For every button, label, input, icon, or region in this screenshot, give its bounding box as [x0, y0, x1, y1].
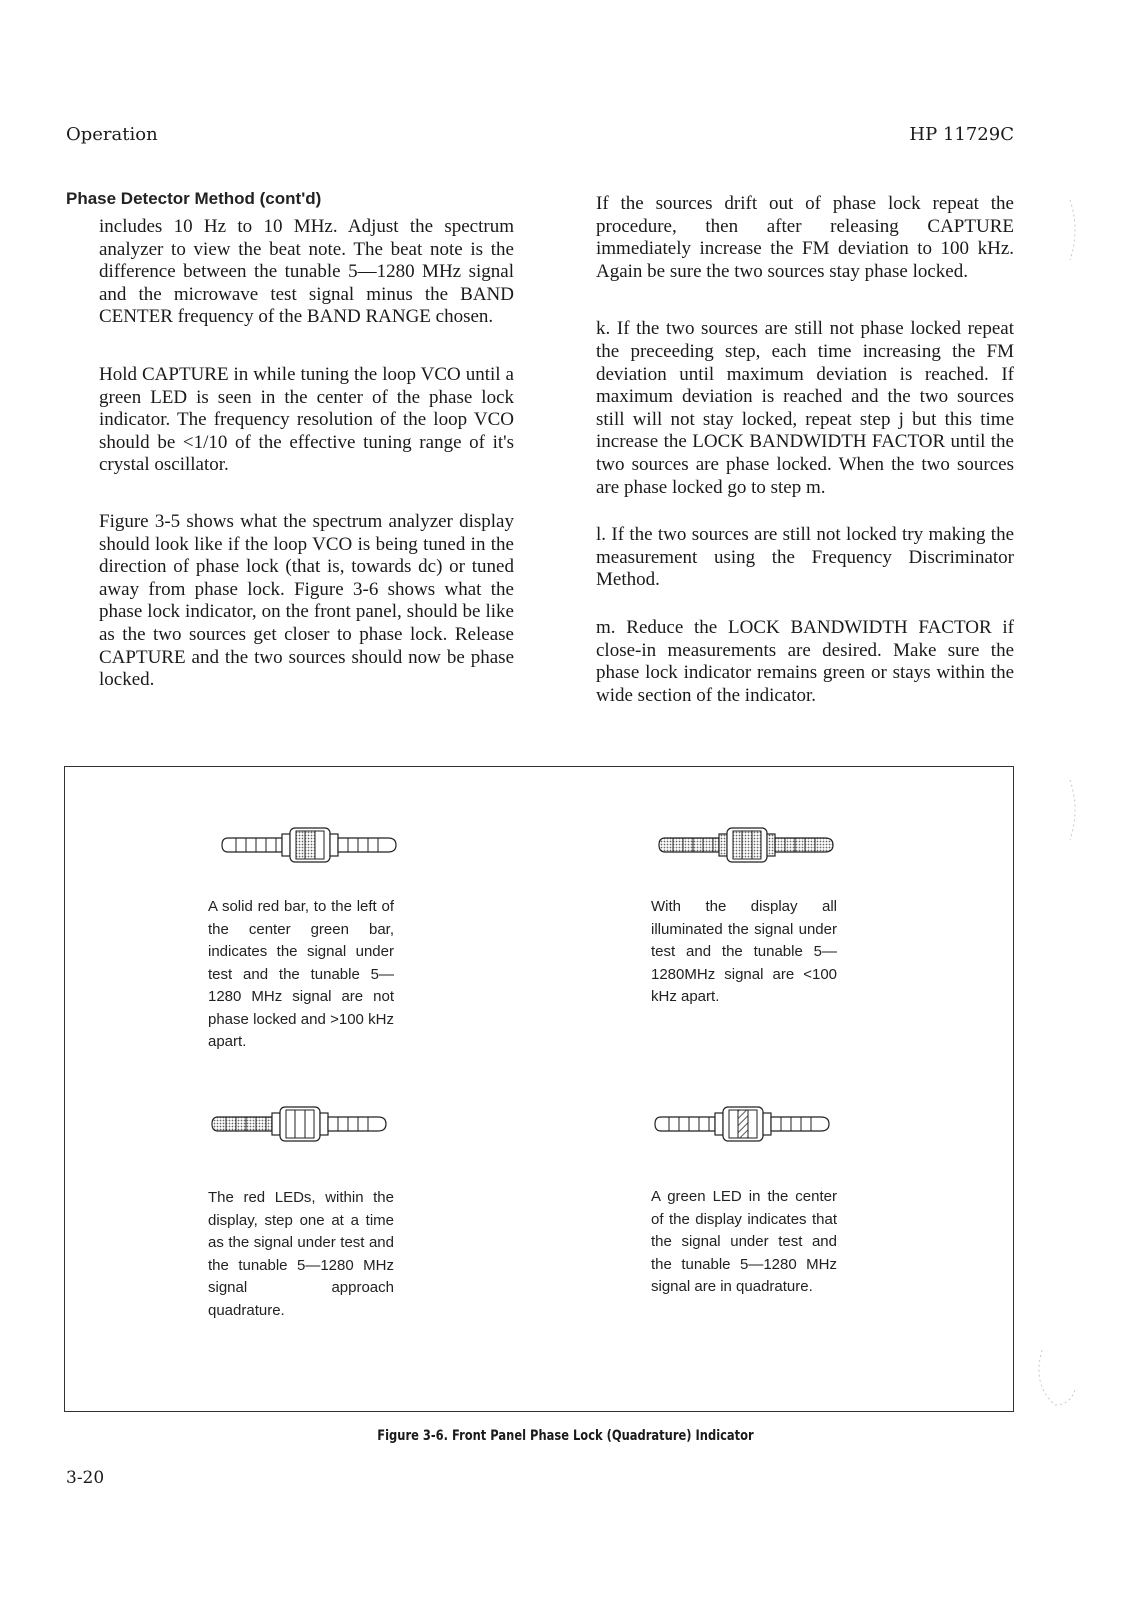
binder-hole-mark — [1040, 195, 1080, 265]
figure-panel-caption: A green LED in the center of the display indicates that the signal under test and the tunable 5—1280 MHz signal are in quadrature. — [651, 1188, 837, 1295]
paragraph: If the sources drift out of phase lock repeat the procedure, then after releasing CAPTURE immediately increase the FM deviation to 100 kHz. Again be sure the two sources stay phase locked. — [596, 193, 1014, 282]
paragraph: m. Reduce the LOCK BANDWIDTH FACTOR if close-in measurements are desired. Make sure the phase lock indicator remains green or stays within the wide section of the indicator. — [596, 616, 1014, 706]
binder-hole-mark — [1040, 775, 1080, 845]
paragraph: Figure 3-5 shows what the spectrum analyzer display should look like if the loop VCO is being tuned in the direction of phase lock (that is, towards dc) or tuned away from phase lock. Figure 3-6 shows what the phase lock indicator, on the front panel, should be like as the two sources get closer to phase lock. Release CAPTURE and the two sources should now be phase locked. — [99, 510, 514, 691]
page-number: 3-20 — [66, 1468, 105, 1488]
running-header-left: Operation — [66, 124, 158, 145]
figure-caption: Figure 3-6. Front Panel Phase Lock (Quadrature) Indicator — [377, 1428, 754, 1444]
figure-box — [64, 766, 1014, 1412]
figure-panel-caption: A solid red bar, to the left of the center green bar, indicates the signal under test and the tunable 5—1280 MHz signal are not phase locked and >100 kHz apart. — [208, 898, 394, 1050]
paragraph: includes 10 Hz to 10 MHz. Adjust the spectrum analyzer to view the beat note. The beat note is the difference between the tunable 5—1280 MHz signal and the microwave test signal minus the BAND CENTER frequency of the BAND RANGE chosen. — [99, 216, 514, 328]
binder-hole-mark — [1030, 1345, 1080, 1415]
running-header-right: HP 11729C — [909, 124, 1014, 145]
paragraph: k. If the two sources are still not phase locked repeat the preceeding step, each time increasing the FM deviation until maximum deviation is reached. If maximum deviation is reached and the two sources still will not stay locked, repeat step j but this time increase the LOCK BANDWIDTH FACTOR until the two sources are phase locked. When the two sources are phase locked go to step m. — [596, 318, 1014, 498]
figure-panel-caption: With the display all illuminated the signal under test and the tunable 5—1280MHz signal are <100 kHz apart. — [651, 898, 837, 1005]
phase-lock-indicator-icon — [210, 1104, 390, 1144]
phase-lock-indicator-icon — [220, 825, 400, 865]
section-heading: Phase Detector Method (cont'd) — [66, 189, 322, 208]
phase-lock-indicator-icon — [653, 1104, 833, 1144]
paragraph: Hold CAPTURE in while tuning the loop VCO until a green LED is seen in the center of the phase lock indicator. The frequency resolution of the loop VCO should be <1/10 of the effective tuning range of it's crystal oscillator. — [99, 363, 514, 476]
paragraph: l. If the two sources are still not locked try making the measurement using the Frequency Discriminator Method. — [596, 524, 1014, 591]
left-column — [99, 216, 514, 692]
right-column — [596, 193, 1014, 707]
figure-panel-caption: The red LEDs, within the display, step one at a time as the signal under test and the tunable 5—1280 MHz signal approach quadrature. — [208, 1189, 394, 1319]
phase-lock-indicator-icon — [657, 825, 837, 865]
